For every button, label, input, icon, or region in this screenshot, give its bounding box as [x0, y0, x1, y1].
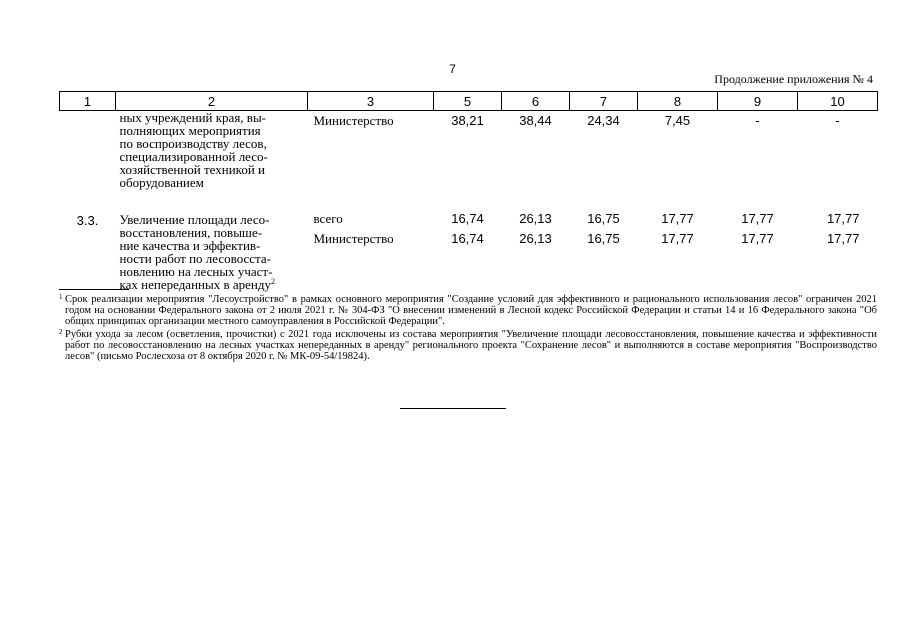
value: 17,77 — [661, 231, 694, 246]
value-cell: 38,44 — [519, 113, 552, 128]
footnote-text: Срок реализации мероприятия "Лесоустройство" в рамках основного мероприятия "Создание условий для эффективного и рационального использования лесов" ограничен 2021 годом на основании Федерального закона от 2 июля 2021 г. № 304-ФЗ "О внесении изменений в Лесной кодекс Российской Федерации и статьи 14 и 16 Федерального закона "Об общих принципах организации местного самоуправления в Российской Федерации". — [65, 294, 877, 327]
col-header-3: 3 — [308, 92, 434, 111]
description-line: ных учреждений края, вы- — [119, 110, 267, 125]
header-row — [60, 92, 878, 111]
col-header-7: 7 — [570, 92, 638, 111]
page-number: 7 — [449, 62, 456, 76]
description-line: специализированной лесо- — [119, 149, 268, 164]
value: 16,74 — [451, 211, 484, 226]
data-table — [59, 91, 878, 291]
value: 17,77 — [826, 231, 860, 246]
value-cell — [434, 209, 502, 291]
row-number: 3.3. — [76, 213, 99, 228]
value-cell: - — [835, 113, 840, 128]
col-header-2: 2 — [116, 92, 308, 111]
funding-source: всего — [313, 211, 343, 226]
description-line: ности работ по лесовосста- — [119, 251, 271, 266]
value: 17,77 — [826, 211, 860, 226]
row-description — [116, 111, 308, 210]
col-header-6: 6 — [502, 92, 570, 111]
value-cell — [718, 209, 798, 291]
footnotes — [59, 294, 877, 364]
col-header-9: 9 — [718, 92, 798, 111]
description-line: восстановления, повыше- — [119, 225, 263, 240]
value-cell — [798, 209, 878, 291]
col-header-5: 5 — [434, 92, 502, 111]
continuation-label: Продолжение приложения № 4 — [714, 72, 873, 86]
value-cell — [502, 209, 570, 291]
value-cell: 24,34 — [587, 113, 620, 128]
description-line: Увеличение площади лесо- — [119, 212, 270, 227]
description-line: ние качества и эффектив- — [119, 238, 261, 253]
value: 16,74 — [451, 231, 484, 246]
description-line: оборудованием — [119, 175, 204, 190]
value: 17,77 — [661, 211, 694, 226]
footnote-separator — [59, 289, 129, 290]
footnote-mark: 2 — [59, 328, 63, 336]
funding-source: Министерство — [313, 231, 394, 246]
footnote-text: Рубки ухода за лесом (осветления, прочистки) с 2021 года исключены из состава мероприятия "Увеличение площади лесовосстановления, повышение качества и эффективности работ по лесовосстановлению на лесных участках непереданных в аренду" регионального проекта "Сохранение лесов" и выполняются в составе мероприятия "Воспроизводство лесов" (письмо Рослесхоза от 8 октября 2020 г. № МК-09-54/19824). — [65, 329, 877, 362]
footnote-ref: 2 — [270, 277, 275, 286]
end-separator — [400, 408, 506, 409]
description-line: хозяйственной техникой и — [119, 162, 265, 177]
value-cell: 38,21 — [451, 113, 484, 128]
value: 17,77 — [741, 231, 774, 246]
value: 16,75 — [587, 211, 620, 226]
col-header-10: 10 — [798, 92, 878, 111]
value-cell — [638, 209, 718, 291]
row-description — [116, 209, 308, 291]
footnote-mark: 1 — [59, 293, 63, 301]
value-cell: 7,45 — [664, 113, 691, 128]
value-cell — [570, 209, 638, 291]
description-line — [120, 278, 304, 291]
description-line-text: ках непереданных в аренду — [119, 277, 271, 292]
table-row — [60, 111, 878, 210]
description-line: по воспроизводству лесов, — [119, 136, 267, 151]
footnote — [59, 329, 877, 362]
col-header-8: 8 — [638, 92, 718, 111]
value-cell: - — [755, 113, 760, 128]
footnote — [59, 294, 877, 327]
value: 16,75 — [587, 231, 620, 246]
funding-source: Министерство — [313, 113, 394, 128]
description-line: полняющих мероприятия — [119, 123, 261, 138]
value: 26,13 — [519, 211, 552, 226]
value: 26,13 — [519, 231, 552, 246]
value: 17,77 — [741, 211, 774, 226]
funding-source-cell — [308, 209, 434, 291]
table-row — [60, 209, 878, 291]
col-header-1: 1 — [60, 92, 116, 111]
description-line: новлению на лесных участ- — [119, 264, 273, 279]
row-number — [60, 111, 116, 210]
